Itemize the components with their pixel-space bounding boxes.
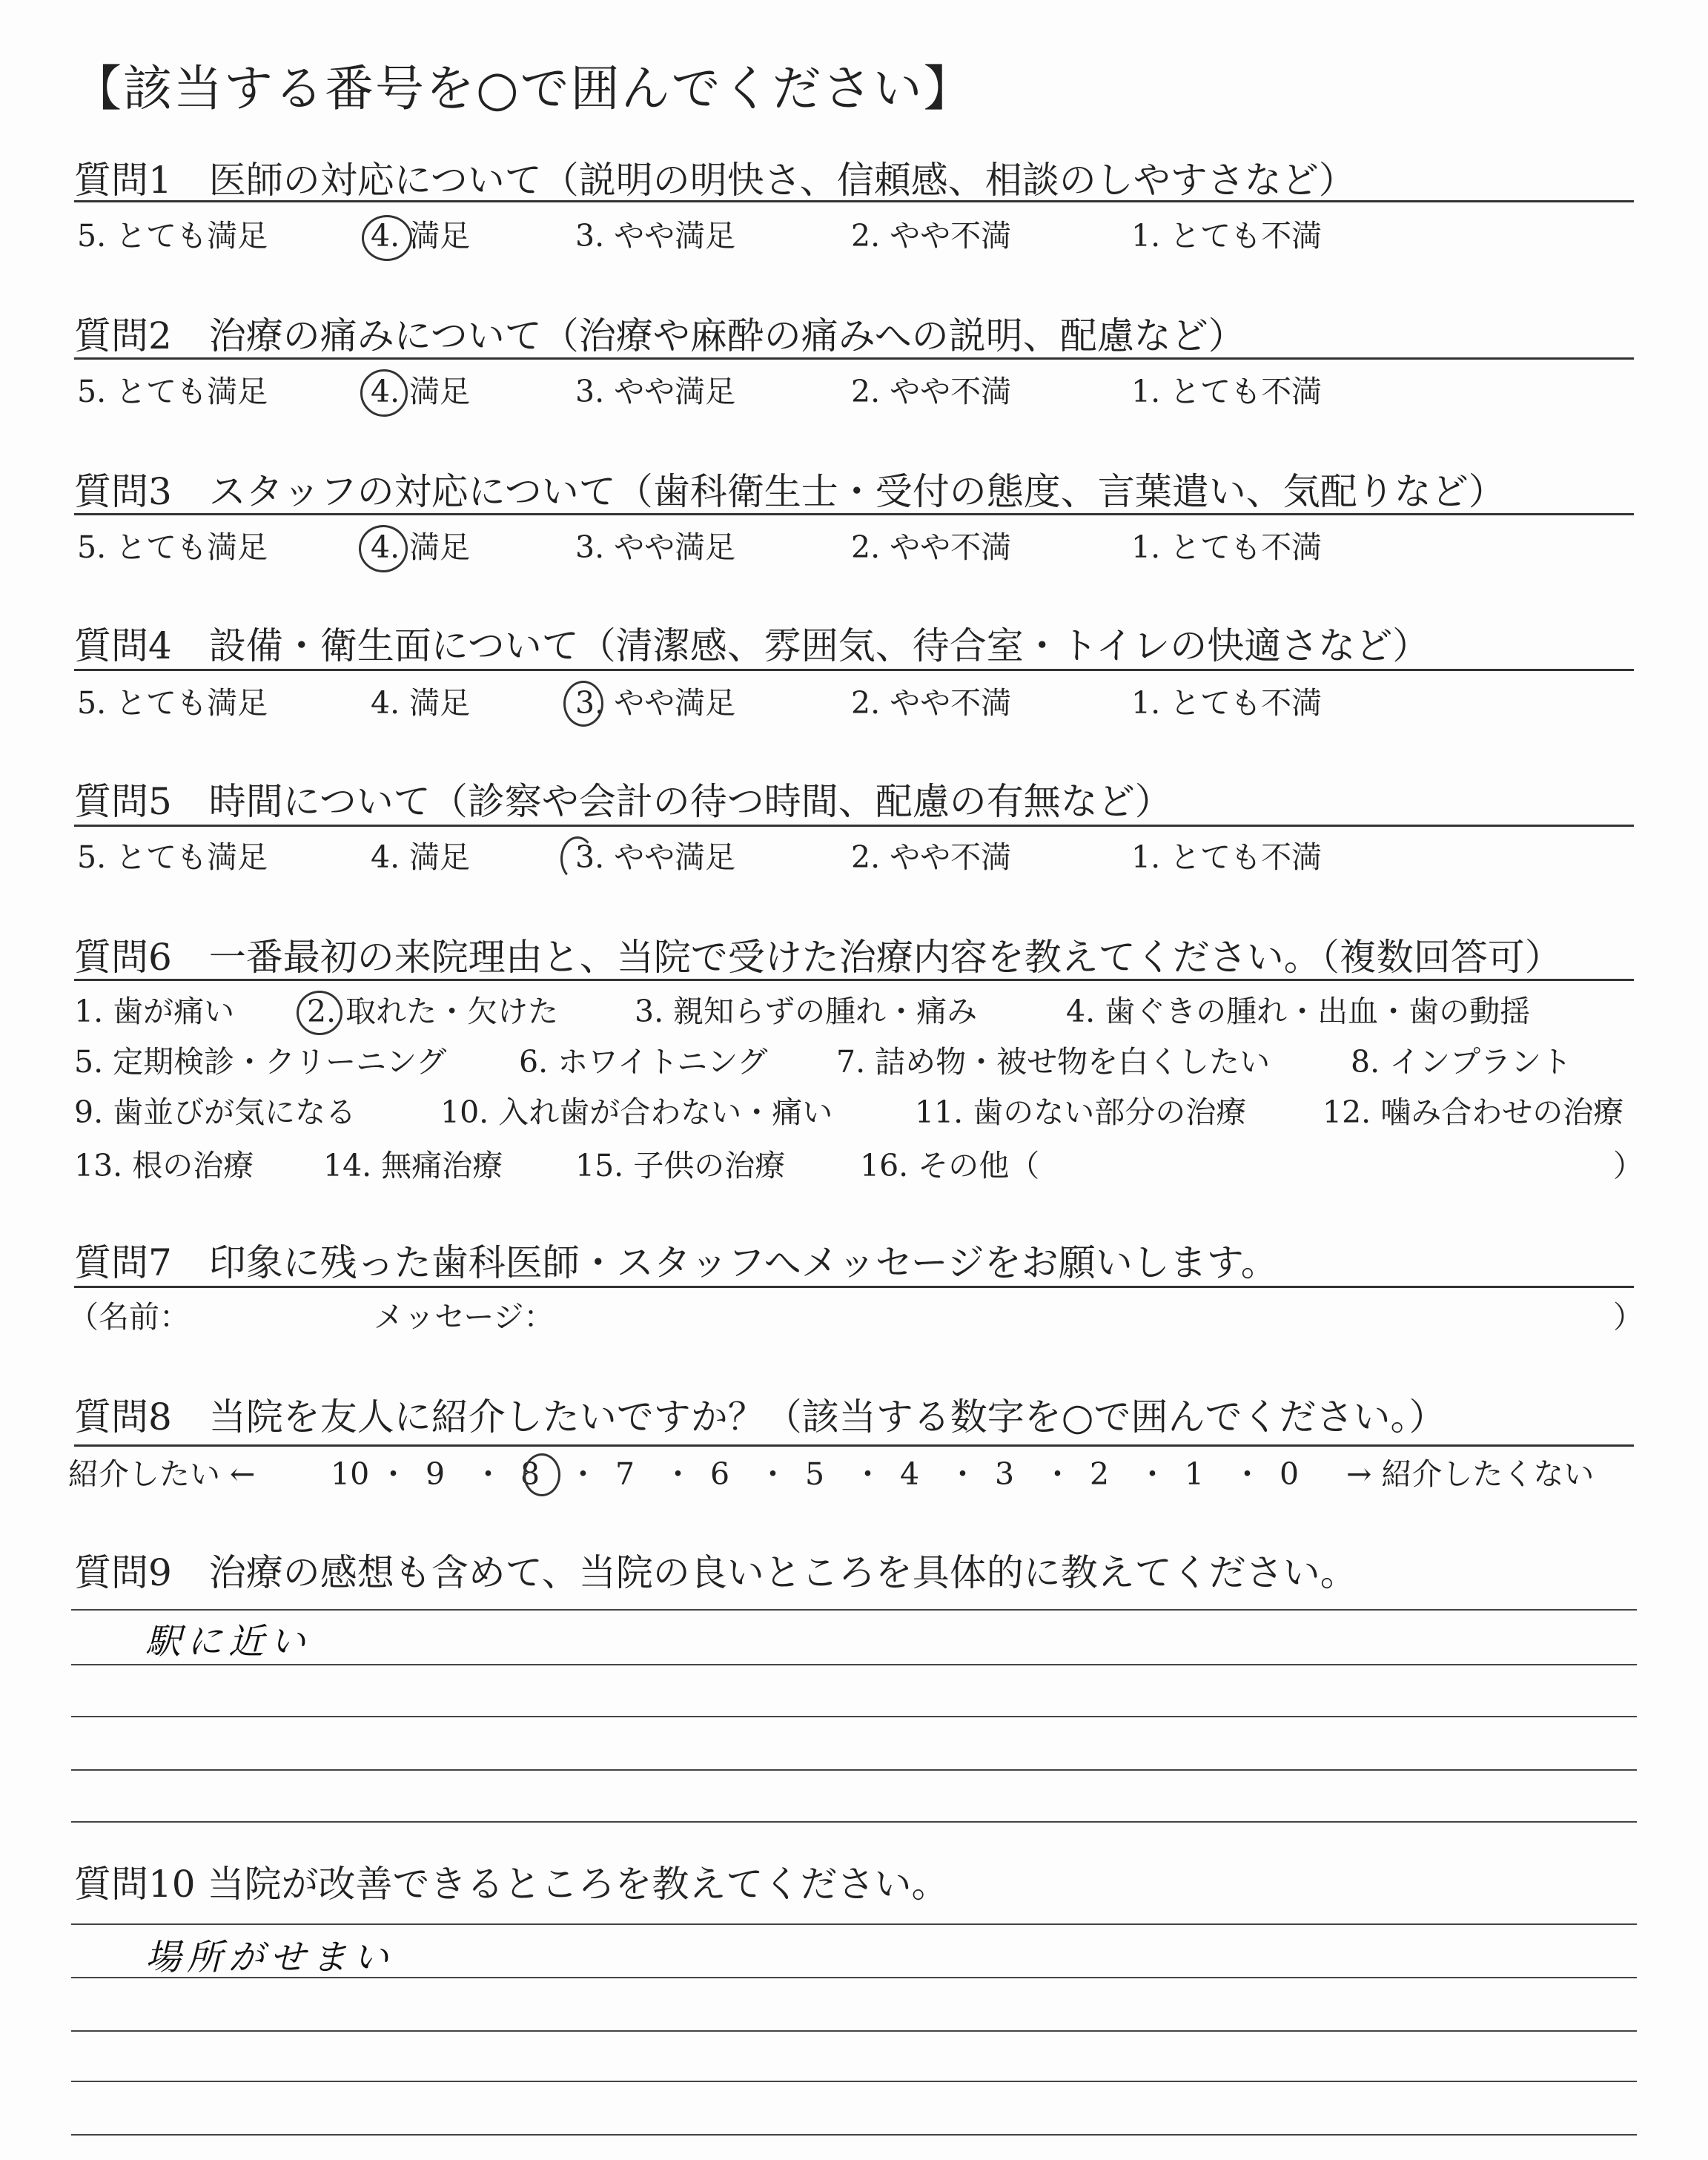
- page-title: 【該当する番号を○で囲んでください】: [73, 60, 974, 117]
- q6-option-2[interactable]: 2. 取れた・欠けた: [307, 994, 559, 1029]
- q6-option-14[interactable]: 14. 無痛治療: [323, 1148, 503, 1183]
- q2-option-2[interactable]: 2. やや不満: [851, 374, 1012, 409]
- q2-option-3[interactable]: 3. やや満足: [575, 374, 736, 409]
- q1-option-5[interactable]: 5. とても満足: [77, 218, 268, 254]
- q4-option-3[interactable]: 3. やや満足: [575, 685, 736, 721]
- q8-scale-7[interactable]: 7: [615, 1456, 635, 1492]
- q8-scale-2[interactable]: 2: [1090, 1456, 1110, 1492]
- q10-rule: [71, 1923, 1637, 1925]
- question-8-underline: [74, 1444, 1634, 1447]
- q3-option-2[interactable]: 2. やや不満: [851, 529, 1012, 565]
- q5-option-5[interactable]: 5. とても満足: [77, 839, 268, 875]
- q4-option-4[interactable]: 4. 満足: [371, 685, 471, 721]
- question-9-title: 質問9 治療の感想も含めて、当院の良いところを具体的に教えてください。: [74, 1551, 1357, 1594]
- question-2-underline: [74, 357, 1634, 360]
- question-6-title: 質問6 一番最初の来院理由と、当院で受けた治療内容を教えてください。（複数回答可）: [74, 936, 1562, 979]
- question-8-title: 質問8 当院を友人に紹介したいですか？（該当する数字を○で囲んでください。）: [74, 1396, 1446, 1439]
- q8-scale-separator: ・: [378, 1456, 408, 1492]
- q2-option-4[interactable]: 4. 満足: [371, 374, 471, 409]
- q4-option-1[interactable]: 1. とても不満: [1131, 685, 1323, 721]
- q6-option-6[interactable]: 6. ホワイトニング: [519, 1044, 768, 1080]
- q8-scale-separator: ・: [568, 1456, 598, 1492]
- q4-option-2[interactable]: 2. やや不満: [851, 685, 1012, 721]
- q3-option-1[interactable]: 1. とても不満: [1131, 529, 1323, 565]
- question-1-title: 質問1 医師の対応について（説明の明快さ、信頼感、相談のしやすさなど）: [74, 159, 1356, 202]
- q9-rule: [71, 1609, 1637, 1611]
- question-2-title: 質問2 治療の痛みについて（治療や麻酔の痛みへの説明、配慮など）: [74, 314, 1245, 357]
- q4-option-5[interactable]: 5. とても満足: [77, 685, 268, 721]
- q9-handwritten-answer[interactable]: 駅に近い: [145, 1621, 312, 1662]
- q8-right-label: → 紹介したくない: [1346, 1456, 1595, 1492]
- q9-rule: [71, 1821, 1637, 1823]
- q10-handwritten-answer[interactable]: 場所がせまい: [145, 1937, 395, 1978]
- q9-rule: [71, 1664, 1637, 1665]
- q8-scale-8[interactable]: 8: [520, 1456, 540, 1492]
- q6-option-3[interactable]: 3. 親知らずの腫れ・痛み: [635, 994, 978, 1029]
- q9-rule: [71, 1769, 1637, 1771]
- q3-option-3[interactable]: 3. やや満足: [575, 529, 736, 565]
- q2-option-1[interactable]: 1. とても不満: [1131, 374, 1323, 409]
- question-7-title: 質問7 印象に残った歯科医師・スタッフへメッセージをお願いします。: [74, 1241, 1278, 1284]
- question-1-underline: [74, 200, 1634, 202]
- q8-scale-5[interactable]: 5: [805, 1456, 825, 1492]
- q7-close: ）: [1613, 1299, 1644, 1335]
- question-5-title: 質問5 時間について（診察や会計の待つ時間、配慮の有無など）: [74, 780, 1172, 823]
- q8-scale-1[interactable]: 1: [1185, 1456, 1205, 1492]
- q8-scale-separator: ・: [1232, 1456, 1262, 1492]
- q1-option-4[interactable]: 4. 満足: [371, 218, 471, 254]
- q5-option-2[interactable]: 2. やや不満: [851, 839, 1012, 875]
- q5-option-3[interactable]: 3. やや満足: [575, 839, 736, 875]
- question-5-underline: [74, 825, 1634, 827]
- q6-other-close: ）: [1613, 1148, 1644, 1183]
- q6-option-4[interactable]: 4. 歯ぐきの腫れ・出血・歯の動揺: [1066, 994, 1531, 1029]
- q6-option-9[interactable]: 9. 歯並びが気になる: [74, 1094, 357, 1130]
- q6-option-11[interactable]: 11. 歯のない部分の治療: [915, 1094, 1247, 1130]
- q8-scale-10[interactable]: 10: [331, 1456, 370, 1492]
- q1-option-1[interactable]: 1. とても不満: [1131, 218, 1323, 254]
- q8-scale-9[interactable]: 9: [426, 1456, 446, 1492]
- q8-scale-separator: ・: [1042, 1456, 1073, 1492]
- q5-option-1[interactable]: 1. とても不満: [1131, 839, 1323, 875]
- q7-name-label: （名前：: [68, 1299, 190, 1335]
- q8-scale-4[interactable]: 4: [900, 1456, 920, 1492]
- q2-option-5[interactable]: 5. とても満足: [77, 374, 268, 409]
- q6-option-1[interactable]: 1. 歯が痛い: [74, 994, 235, 1029]
- q6-option-12[interactable]: 12. 噛み合わせの治療: [1323, 1094, 1624, 1130]
- q6-option-10[interactable]: 10. 入れ歯が合わない・痛い: [440, 1094, 833, 1130]
- q8-scale-6[interactable]: 6: [710, 1456, 730, 1492]
- q6-option-7[interactable]: 7. 詰め物・被せ物を白くしたい: [836, 1044, 1271, 1080]
- question-4-title: 質問4 設備・衛生面について（清潔感、雰囲気、待合室・トイレの快適さなど）: [74, 624, 1430, 667]
- q8-scale-separator: ・: [758, 1456, 788, 1492]
- q6-option-15[interactable]: 15. 子供の治療: [575, 1148, 786, 1183]
- q6-option-13[interactable]: 13. 根の治療: [74, 1148, 254, 1183]
- q8-scale-separator: ・: [1137, 1456, 1168, 1492]
- q1-option-2[interactable]: 2. やや不満: [851, 218, 1012, 254]
- q6-option-5[interactable]: 5. 定期検診・クリーニング: [74, 1044, 447, 1080]
- question-3-underline: [74, 513, 1634, 515]
- q8-scale-3[interactable]: 3: [995, 1456, 1015, 1492]
- q8-scale-separator: ・: [947, 1456, 978, 1492]
- q10-rule: [71, 2081, 1637, 2082]
- question-4-underline: [74, 669, 1634, 671]
- question-6-underline: [74, 979, 1634, 981]
- question-3-title: 質問3 スタッフの対応について（歯科衛生士・受付の態度、言葉遣い、気配りなど）: [74, 470, 1506, 513]
- q9-rule: [71, 1716, 1637, 1717]
- q8-scale-0[interactable]: 0: [1280, 1456, 1300, 1492]
- question-10-title: 質問10 当院が改善できるところを教えてください。: [74, 1863, 949, 1906]
- q6-option-8[interactable]: 8. インプラント: [1351, 1044, 1572, 1080]
- q6-option-16[interactable]: 16. その他（: [860, 1148, 1040, 1183]
- q1-option-3[interactable]: 3. やや満足: [575, 218, 736, 254]
- q10-rule: [71, 2134, 1637, 2136]
- q8-left-label: 紹介したい ←: [68, 1456, 256, 1492]
- q7-message-label: メッセージ：: [374, 1299, 555, 1335]
- q3-option-4[interactable]: 4. 満足: [371, 529, 471, 565]
- q8-scale-separator: ・: [473, 1456, 503, 1492]
- q8-scale-separator: ・: [663, 1456, 693, 1492]
- q8-scale-separator: ・: [853, 1456, 883, 1492]
- question-7-underline: [74, 1286, 1634, 1288]
- q5-option-4[interactable]: 4. 満足: [371, 839, 471, 875]
- q10-rule: [71, 2030, 1637, 2032]
- q3-option-5[interactable]: 5. とても満足: [77, 529, 268, 565]
